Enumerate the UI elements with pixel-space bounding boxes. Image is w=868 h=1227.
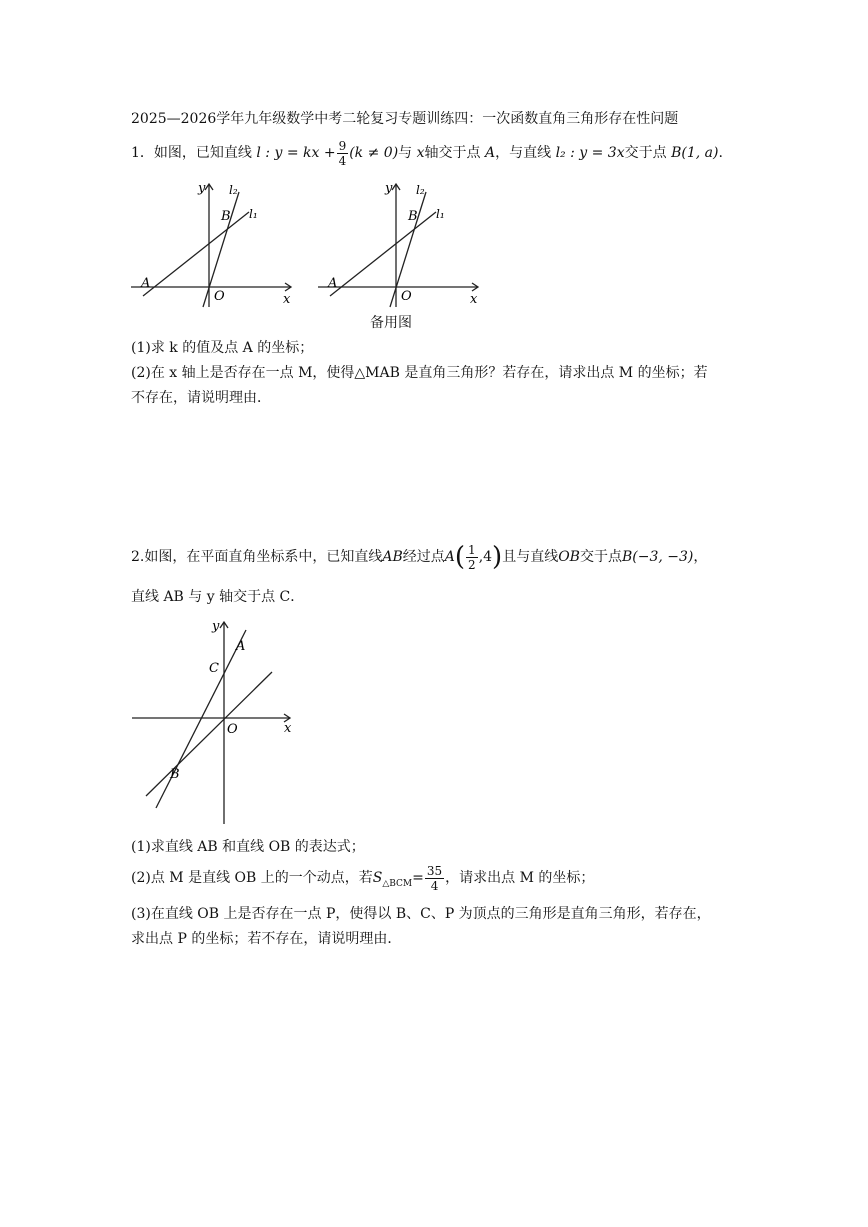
q2-sub3-line1: (3)在直线 OB 上是否存在一点 P，使得以 B、C、P 为顶点的三角形是直角三角形，若存在， [131, 906, 711, 922]
q2-ab: AB [382, 549, 403, 565]
q2-sub3-line2: 求出点 P 的坐标；若不存在，请说明理由． [131, 931, 402, 947]
q1-fig1-label-b: B [221, 209, 231, 224]
q1-sub2-line1: (2)在 x 轴上是否存在一点 M，使得△MAB 是直角三角形？若存在，请求出点 M 的坐标；若 [131, 365, 708, 381]
q2-sub2-s-subscript: △BCM [382, 878, 413, 889]
q1-frac-num: 9 [338, 138, 347, 153]
q1-fig1-label-l1: l₁ [249, 207, 258, 221]
q2-point-a: A [444, 549, 455, 565]
q1-stem-text-d: ，与直线 [495, 145, 552, 161]
q2-stem-text-b: 经过点 [402, 549, 445, 565]
q2-point-b: B(−3, −3) [621, 549, 694, 565]
q1-fig1-label-l2: l₂ [229, 183, 238, 197]
q2-fig-label-b: B [170, 767, 180, 782]
q1-stem-text-c: 轴交于点 [424, 145, 481, 161]
q1-fig1-label-o: O [214, 289, 225, 304]
q2-fig-label-o: O [227, 722, 238, 737]
q1-stem-text-e: 交于点 [624, 145, 667, 161]
q1-fig1-line-l1 [143, 212, 249, 296]
q2-fig-label-a: A [236, 639, 246, 654]
q2-sub2 [131, 862, 594, 900]
q2-fig-line-ob [146, 672, 272, 796]
q1-fig1-label-x: x [283, 292, 291, 307]
q1-fig2-label-x: x [470, 292, 478, 307]
q1-fig2-label-o: O [401, 289, 412, 304]
q2-frac-a-den: 2 [468, 557, 476, 572]
q1-sub1: (1)求 k 的值及点 A 的坐标； [131, 340, 314, 356]
q2-sub1: (1)求直线 AB 和直线 OB 的表达式； [131, 839, 365, 855]
q2-fig-label-x: x [284, 721, 292, 736]
q2-stem-text-d: 交于点 [579, 549, 622, 565]
q1-fig2-label-l2: l₂ [416, 183, 425, 197]
q2-stem-text-a: 如图，在平面直角坐标系中，已知直线 [144, 549, 383, 565]
q2-stem-text-c: 且与直线 [502, 549, 559, 565]
q2-sub2-frac [425, 864, 444, 893]
q1-condition: (k ≠ 0) [349, 145, 399, 161]
q1-figure-spare [312, 172, 492, 312]
q2-figure [128, 612, 303, 827]
q1-fig1-label-a: A [141, 276, 151, 291]
q1-point-b: B(1, a) [671, 145, 719, 161]
q1-number: 1． [131, 145, 154, 161]
q1-fig2-label-b: B [408, 209, 418, 224]
q1-fraction [337, 139, 349, 168]
q2-sub2-frac-num: 35 [426, 863, 443, 878]
q2-sub2-eq: = [412, 870, 424, 886]
q1-fig2-label-y: y [385, 181, 393, 196]
q2-fig-label-c: C [209, 661, 219, 676]
q2-sub2-frac-den: 4 [430, 878, 439, 893]
q1-fig1-label-y: y [198, 181, 206, 196]
q2-sub2-text-a: (2)点 M 是直线 OB 上的一个动点，若 [131, 870, 373, 886]
q1-line-l: l : y = kx + [256, 145, 336, 161]
q2-stem: 2.如图，在平面直角坐标系中，已知直线AB经过点A( $\frac{1}{2}$ ,4)且与直线OB交于点B(−3, −3)， [131, 542, 708, 572]
q1-stem-text-f: . [718, 145, 723, 161]
q1-stem-text-a: 如图，已知直线 [153, 145, 252, 161]
q1-figure-main [125, 172, 305, 312]
q2-fig-label-y: y [212, 619, 220, 634]
q1-frac-den: 4 [338, 153, 347, 168]
q2-sub2-s: S [372, 870, 383, 886]
q1-point-a: A [484, 145, 496, 161]
q2-stem-line2: 直线 AB 与 y 轴交于点 C． [131, 589, 305, 605]
q1-line-l2: l₂ : y = 3x [555, 145, 625, 161]
q2-sub2-text-b: ，请求出点 M 的坐标； [445, 870, 595, 886]
q2-ob: OB [558, 549, 580, 565]
q2-frac-a-num: 1 [468, 542, 476, 557]
q1-figure-caption: 备用图 [370, 315, 412, 331]
q1-fig2-label-a: A [328, 276, 338, 291]
q1-sub2-line2: 不存在，请说明理由． [131, 390, 271, 406]
q1-stem [131, 138, 723, 168]
q2-point-a-y: ,4 [478, 549, 493, 565]
q1-x-axis: x [416, 145, 425, 161]
q1-fig2-line-l1 [330, 212, 436, 296]
q1-fig2-label-l1: l₁ [436, 207, 445, 221]
page-title: 2025—2026学年九年级数学中考二轮复习专题训练四：一次函数直角三角形存在性问题 [131, 111, 679, 127]
q2-frac-a [466, 543, 478, 572]
q1-stem-text-b: 与 [398, 145, 413, 161]
q2-number: 2. [131, 549, 145, 565]
q2-stem-text-e: ， [693, 549, 708, 565]
